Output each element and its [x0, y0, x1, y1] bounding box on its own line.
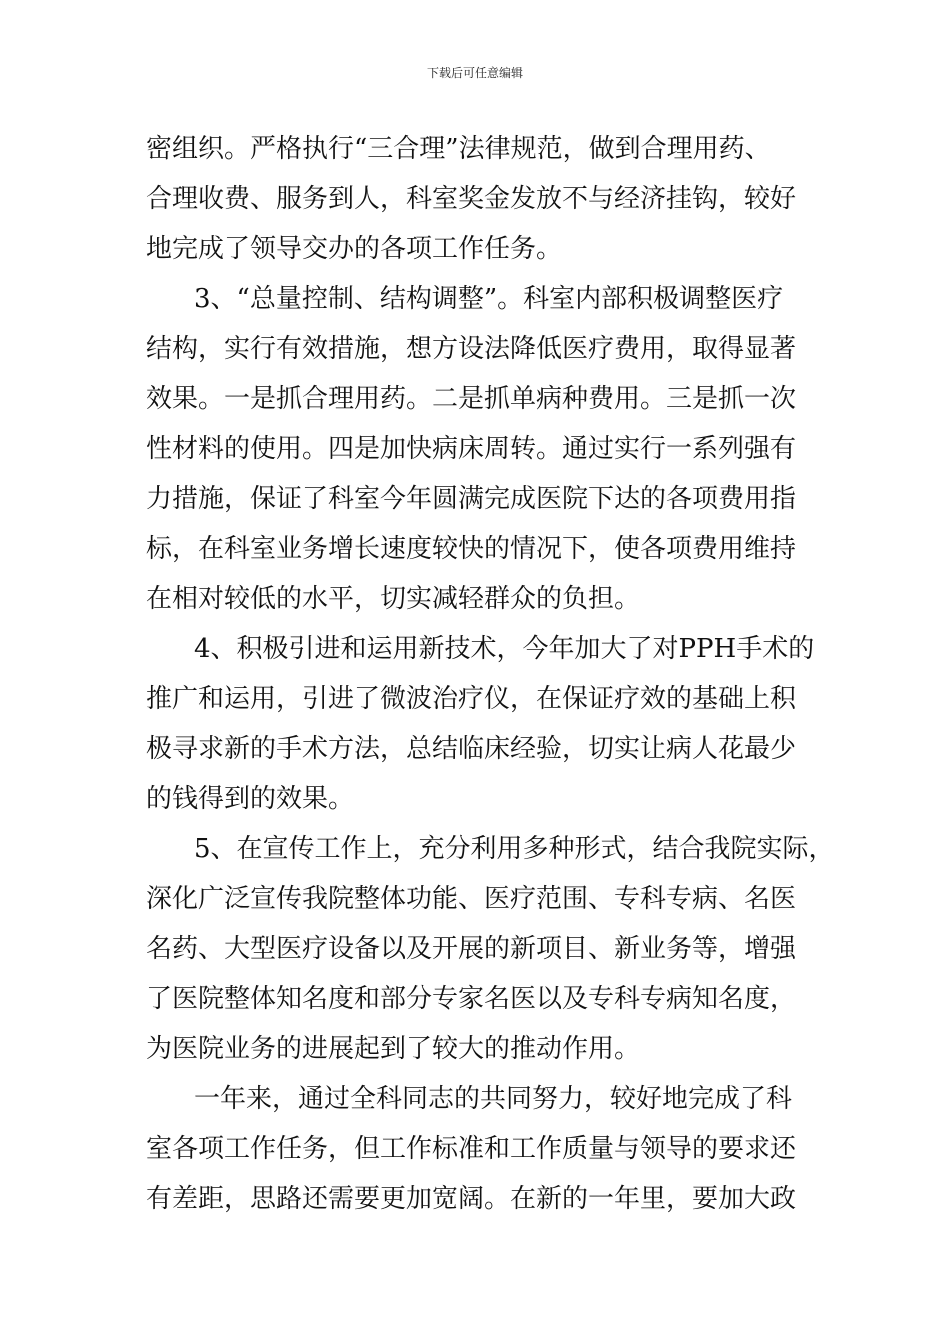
paragraph-start-line: 3、“总量控制、结构调整”。科室内部积极调整医疗 [194, 284, 784, 314]
text-line: 密组织。严格执行“三合理”法律规范，做到合理用药、 [146, 134, 771, 164]
text-line: 力措施，保证了科室今年圆满完成医院下达的各项费用指 [146, 484, 797, 514]
text-line: 为医院业务的进展起到了较大的推动作用。 [146, 1034, 641, 1064]
paragraph-start-line: 4、积极引进和运用新技术，今年加大了对PPH手术的 [194, 634, 815, 664]
text-line: 标，在科室业务增长速度较快的情况下，使各项费用维持 [146, 534, 797, 564]
text-line: 了医院整体知名度和部分专家名医以及专科专病知名度， [146, 984, 797, 1014]
page-header: 下载后可任意编辑 [426, 66, 523, 80]
paragraph-start-line: 一年来，通过全科同志的共同努力，较好地完成了科 [194, 1084, 793, 1114]
text-line: 的钱得到的效果。 [146, 784, 355, 814]
text-line: 结构，实行有效措施，想方设法降低医疗费用，取得显著 [146, 334, 797, 364]
text-line: 在相对较低的水平，切实减轻群众的负担。 [146, 584, 641, 614]
text-line: 有差距，思路还需要更加宽阔。在新的一年里，要加大政 [146, 1184, 797, 1214]
text-line: 极寻求新的手术方法，总结临床经验，切实让病人花最少 [146, 734, 797, 764]
text-line: 推广和运用，引进了微波治疗仪，在保证疗效的基础上积 [146, 684, 797, 714]
text-line: 效果。一是抓合理用药。二是抓单病种费用。三是抓一次 [146, 384, 797, 414]
text-line: 名药、大型医疗设备以及开展的新项目、新业务等，增强 [146, 934, 797, 964]
text-line: 合理收费、服务到人，科室奖金发放不与经济挂钩，较好 [146, 184, 797, 214]
text-line: 性材料的使用。四是加快病床周转。通过实行一系列强有 [146, 434, 797, 464]
document-body [146, 124, 835, 1224]
text-line: 深化广泛宣传我院整体功能、医疗范围、专科专病、名医 [146, 884, 797, 914]
paragraph-start-line: 5、在宣传工作上，充分利用多种形式，结合我院实际， [194, 834, 835, 864]
text-line: 室各项工作任务，但工作标准和工作质量与领导的要求还 [146, 1134, 797, 1164]
text-line: 地完成了领导交办的各项工作任务。 [146, 234, 563, 264]
